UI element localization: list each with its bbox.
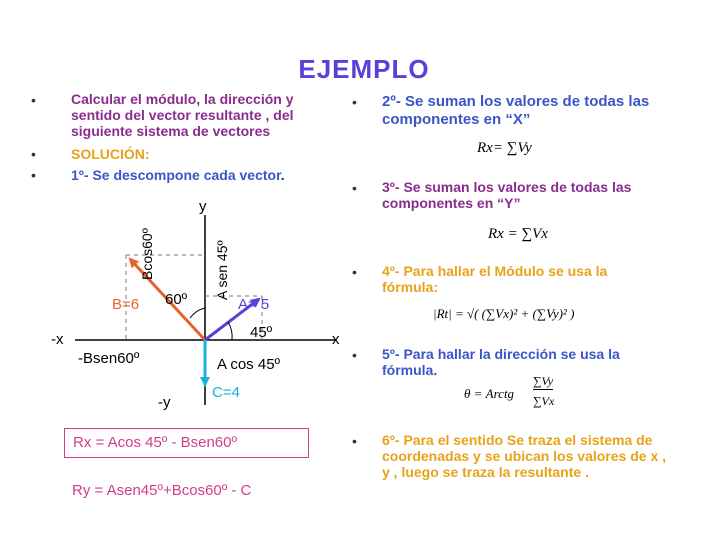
a-magnitude-label: A= 5 (238, 296, 270, 313)
angle-60-label: 60º (165, 291, 188, 308)
y-neg-label: -y (158, 394, 171, 411)
ry-equation: Ry = Asen45º+Bcos60º - C (72, 482, 252, 499)
bullet-dot: • (31, 92, 36, 108)
b-magnitude-label: B=6 (112, 296, 140, 313)
bullet-dot: • (352, 94, 357, 110)
formula-step3: Rx = ∑Vx (488, 226, 548, 242)
step6-text: 6º- Para el sentido Se traza el sistema de coordenadas y se ubican los valores de x , y , luego se traza la resultante . (382, 432, 667, 480)
bullet-dot: • (352, 433, 357, 449)
bullet-dot: • (352, 347, 357, 363)
step1-text: 1º- Se descompone cada vector (71, 167, 281, 183)
step1-period: . (280, 167, 285, 183)
left-item-solution: SOLUCIÓN: (71, 146, 150, 162)
page-title: EJEMPLO (298, 54, 430, 84)
bcos-label: Bcos60º (139, 228, 155, 280)
left-item-problem: Calcular el módulo, la dirección y sentido del vector resultante , del siguiente sistema de vectores (71, 91, 294, 139)
angle-arc-60 (190, 308, 205, 318)
bullet-dot: • (352, 264, 357, 280)
formula-step4: |Rt| = √( (∑Vx)² + (∑Vy)² ) (433, 306, 575, 321)
x-pos-label: x (332, 331, 340, 348)
rx-equation: Rx = Acos 45º - Bsen60º (64, 428, 309, 458)
bullet-dot: • (352, 180, 357, 196)
step2-text: 2º- Se suman los valores de todas las componentes en “X” (382, 93, 650, 128)
formula-step5-denominator: ∑Vx (533, 394, 555, 408)
step3-text: 3º- Se suman los valores de todas las componentes en “Y” (382, 179, 632, 211)
bsen-label: -Bsen60º (78, 350, 140, 367)
bullet-dot: • (31, 146, 36, 162)
bullet-dot: • (31, 167, 36, 183)
acos-label: A cos 45º (217, 356, 281, 373)
c-magnitude-label: C=4 (212, 384, 240, 401)
step4-text: 4º- Para hallar el Módulo se usa la fórmula: (382, 263, 608, 295)
y-pos-label: y (199, 198, 207, 215)
angle-arc-45 (228, 322, 232, 340)
formula-step5-numerator: ∑Vy (533, 374, 554, 388)
formula-step2: Rx= ∑Vy (477, 140, 532, 156)
asen-label: A sen 45º (214, 240, 230, 300)
formula-step5-lhs: θ = Arctg (464, 386, 515, 401)
angle-45-label: 45º (250, 324, 273, 341)
step5-text: 5º- Para hallar la dirección se usa la fórmula. (382, 346, 620, 378)
x-neg-label: -x (51, 331, 64, 348)
